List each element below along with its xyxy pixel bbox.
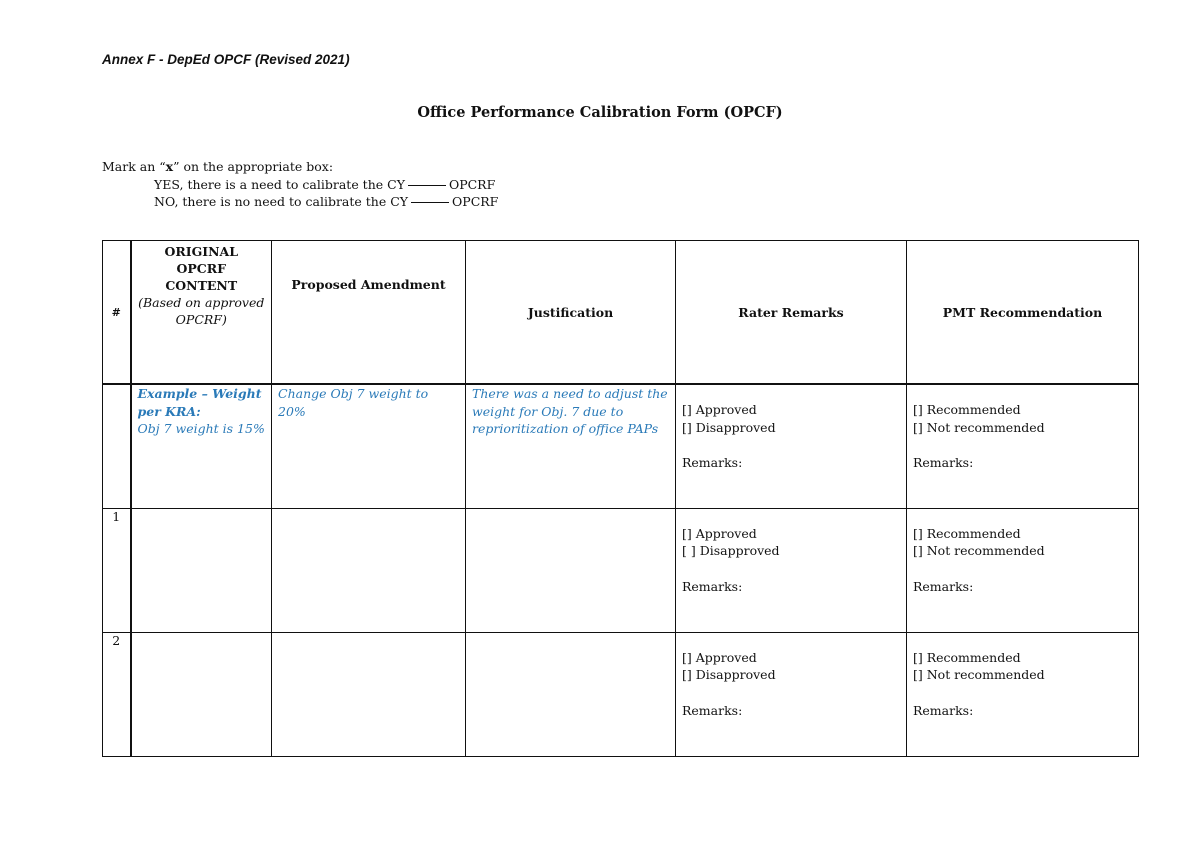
option-no[interactable]: NO, there is no need to calibrate the CY OPCRF xyxy=(154,194,499,209)
approved-option[interactable]: [] Approved xyxy=(682,649,757,665)
cy-year-blank-no[interactable] xyxy=(411,202,449,203)
pmt-remarks-label: Remarks: xyxy=(913,455,974,470)
pmt-remarks-label: Remarks: xyxy=(913,578,974,594)
mark-symbol: x xyxy=(165,159,174,174)
disapproved-option[interactable]: [] Disapproved xyxy=(682,667,776,682)
annex-label: Annex F - DepEd OPCF (Revised 2021) xyxy=(102,52,350,67)
proposed-amendment-cell[interactable] xyxy=(272,632,466,756)
disapproved-option[interactable]: [] Disapproved xyxy=(682,419,776,435)
table-row-example xyxy=(103,384,1139,508)
header-original-content: ORIGINAL OPCRF CONTENT (Based on approved OPCRF) xyxy=(131,241,272,385)
rater-remarks-cell[interactable] xyxy=(676,632,907,756)
remarks-label: Remarks: xyxy=(682,578,743,594)
instructions xyxy=(102,158,498,211)
not-recommended-option[interactable]: [] Not recommended xyxy=(913,419,1045,435)
cy-year-blank-yes[interactable] xyxy=(408,185,446,186)
pmt-recommendation-cell[interactable] xyxy=(907,508,1139,632)
original-content-cell[interactable] xyxy=(131,508,272,632)
not-recommended-option[interactable]: [] Not recommended xyxy=(913,667,1045,682)
example-original-content[interactable]: Example – Weight per KRA: Obj 7 weight is 15% xyxy=(131,384,272,508)
approved-option[interactable]: [] Approved xyxy=(682,525,757,541)
calibration-table xyxy=(102,240,1139,757)
header-pmt-recommendation: PMT Recommendation xyxy=(907,241,1139,385)
table-row xyxy=(103,632,1139,756)
recommended-option[interactable]: [] Recommended xyxy=(913,525,1021,541)
proposed-amendment-cell[interactable] xyxy=(272,508,466,632)
example-proposed-amendment[interactable]: Change Obj 7 weight to 20% xyxy=(272,384,466,508)
not-recommended-option[interactable]: [] Not recommended xyxy=(913,543,1045,558)
header-proposed-amendment: Proposed Amendment xyxy=(272,241,466,385)
option-yes[interactable]: YES, there is a need to calibrate the CY OPCRF xyxy=(154,176,496,192)
header-num: # xyxy=(103,241,131,385)
recommended-option[interactable]: [] Recommended xyxy=(913,402,1021,417)
recommended-option[interactable]: [] Recommended xyxy=(913,649,1021,665)
rater-remarks-cell[interactable] xyxy=(676,508,907,632)
header-row xyxy=(103,241,1139,385)
example-rater-remarks[interactable] xyxy=(676,384,907,508)
table-row xyxy=(103,508,1139,632)
approved-option[interactable]: [] Approved xyxy=(682,402,757,417)
pmt-recommendation-cell[interactable] xyxy=(907,632,1139,756)
row-number: 1 xyxy=(103,508,131,632)
original-content-cell[interactable] xyxy=(131,632,272,756)
row-number: 2 xyxy=(103,632,131,756)
remarks-label: Remarks: xyxy=(682,702,743,718)
header-justification: Justification xyxy=(466,241,676,385)
header-rater-remarks: Rater Remarks xyxy=(676,241,907,385)
page-title: Office Performance Calibration Form (OPCF) xyxy=(417,104,783,121)
mark-instruction: Mark an “x” on the appropriate box: xyxy=(102,159,334,174)
justification-cell[interactable] xyxy=(466,632,676,756)
disapproved-option[interactable]: [ ] Disapproved xyxy=(682,543,780,558)
example-justification[interactable]: There was a need to adjust the weight for Obj. 7 due to reprioritization of office PAPs xyxy=(466,384,676,508)
example-pmt-recommendation[interactable] xyxy=(907,384,1139,508)
remarks-label: Remarks: xyxy=(682,455,743,470)
pmt-remarks-label: Remarks: xyxy=(913,702,974,718)
example-num-cell xyxy=(103,384,131,508)
justification-cell[interactable] xyxy=(466,508,676,632)
